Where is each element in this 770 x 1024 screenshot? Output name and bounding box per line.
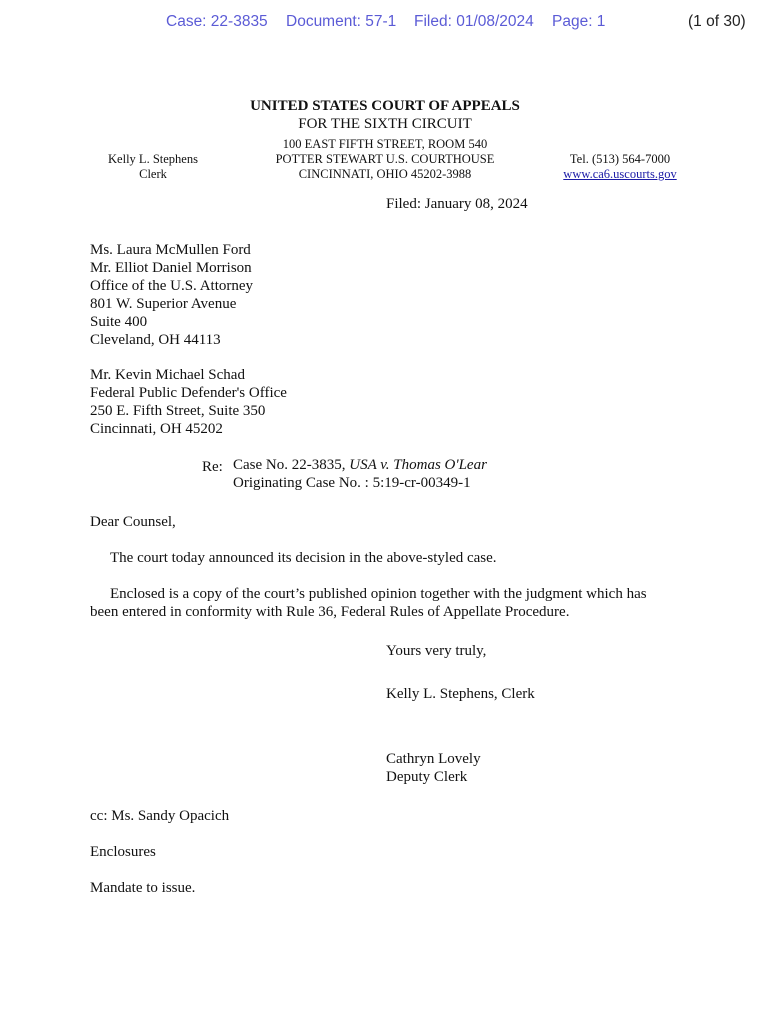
recipient-line: Cincinnati, OH 45202 <box>90 421 223 437</box>
re-case-number: Case No. 22-3835, <box>233 457 350 473</box>
recipient-line: Mr. Kevin Michael Schad <box>90 367 245 383</box>
recipient-block <box>90 366 287 438</box>
recipient-line: 801 W. Superior Avenue <box>90 296 237 312</box>
court-address-line: 100 EAST FIFTH STREET, ROOM 540 <box>282 137 488 151</box>
court-address-line: POTTER STEWART U.S. COURTHOUSE <box>275 152 495 166</box>
deputy-clerk-title: Deputy Clerk <box>386 769 468 785</box>
filed-date: Filed: January 08, 2024 <box>386 196 528 212</box>
court-title: UNITED STATES COURT OF APPEALS <box>250 98 520 114</box>
body-paragraph-line: been entered in conformity with Rule 36, Federal Rules of Appellate Procedure. <box>90 604 570 620</box>
court-telephone: Tel. (513) 564-7000 <box>569 152 671 166</box>
recipient-block <box>90 241 253 349</box>
cc-line: cc: Ms. Sandy Opacich <box>90 808 230 824</box>
enclosures-note: Enclosures <box>90 844 156 860</box>
recipient-line: Office of the U.S. Attorney <box>90 278 254 294</box>
court-address-line: CINCINNATI, OHIO 45202-3988 <box>298 167 472 181</box>
body-paragraph: The court today announced its decision in the above-styled case. <box>110 550 497 566</box>
closing: Yours very truly, <box>386 643 487 659</box>
header-page-number: Page: 1 <box>552 13 606 30</box>
recipient-line: Cleveland, OH 44113 <box>90 332 221 348</box>
re-case-title: USA v. Thomas O'Lear <box>349 457 487 473</box>
salutation: Dear Counsel, <box>90 514 176 530</box>
court-website-link[interactable]: www.ca6.uscourts.gov <box>563 167 677 181</box>
mandate-note: Mandate to issue. <box>90 880 196 896</box>
recipient-line: Mr. Elliot Daniel Morrison <box>90 260 252 276</box>
recipient-line: Federal Public Defender's Office <box>90 385 287 401</box>
re-case-line <box>233 456 487 474</box>
court-subtitle: FOR THE SIXTH CIRCUIT <box>298 116 472 132</box>
header-page-count: (1 of 30) <box>688 13 746 30</box>
signer-name: Kelly L. Stephens, Clerk <box>386 686 535 702</box>
recipient-line: 250 E. Fifth Street, Suite 350 <box>90 403 266 419</box>
header-case-number: Case: 22-3835 <box>166 13 268 30</box>
re-label: Re: <box>202 459 223 475</box>
deputy-clerk-name: Cathryn Lovely <box>386 751 481 767</box>
re-originating-case: Originating Case No. : 5:19-cr-00349-1 <box>233 475 471 491</box>
header-document-number: Document: 57-1 <box>286 13 397 30</box>
recipient-line: Suite 400 <box>90 314 148 330</box>
clerk-title: Clerk <box>139 167 167 181</box>
body-paragraph-line: Enclosed is a copy of the court’s published opinion together with the judgment which has <box>110 586 647 602</box>
recipient-line: Ms. Laura McMullen Ford <box>90 242 251 258</box>
clerk-name: Kelly L. Stephens <box>108 152 198 166</box>
header-filed-date: Filed: 01/08/2024 <box>414 13 534 30</box>
